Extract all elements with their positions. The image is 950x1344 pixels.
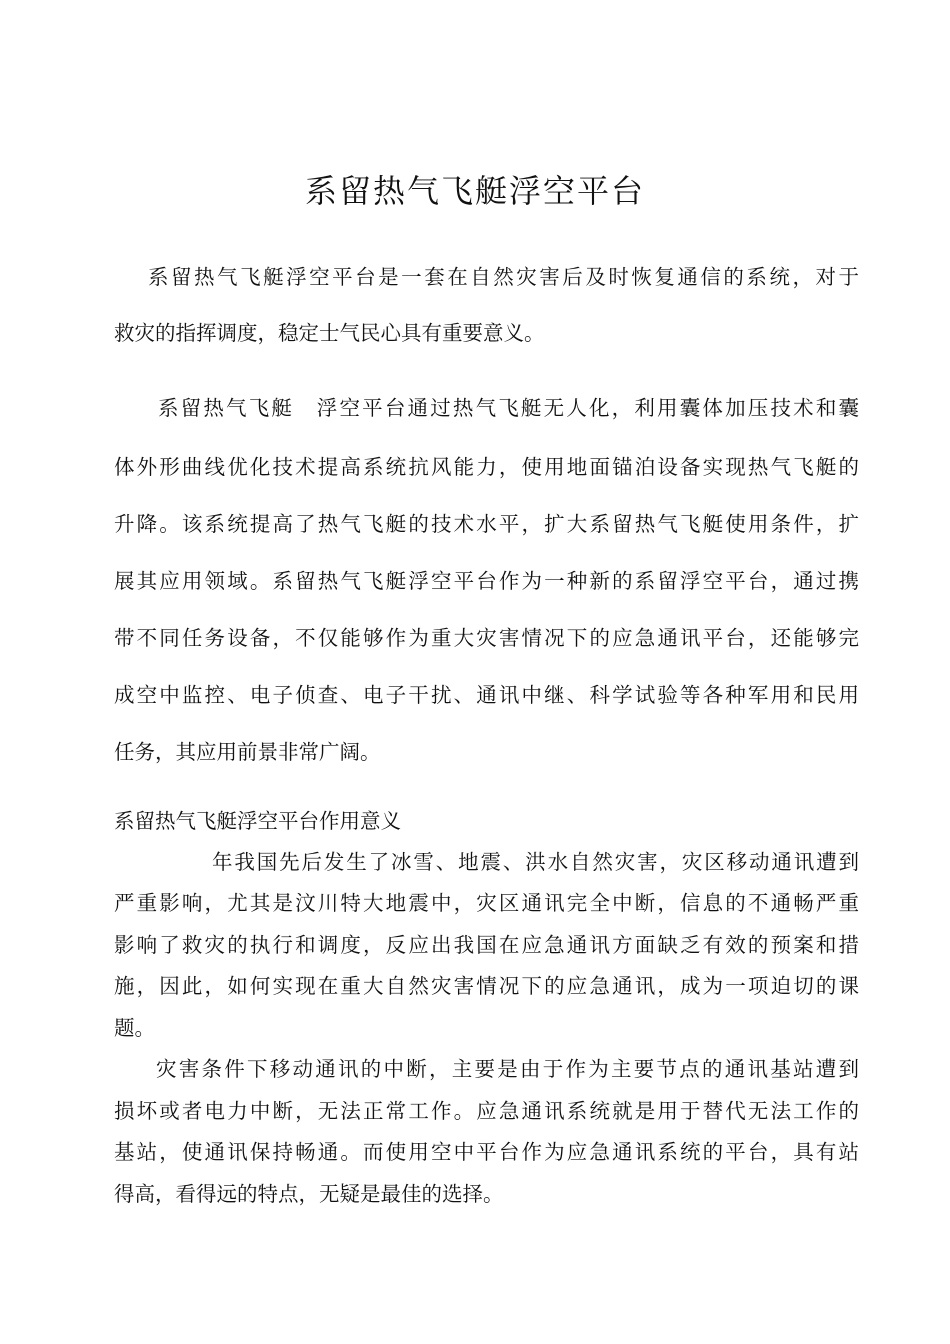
section-para1-line: 题。 xyxy=(114,1016,155,1040)
section-para1-line: 严重影响，尤其是汶川特大地震中，灾区通讯完全中断，信息的不通畅严重 xyxy=(114,891,859,915)
section-para1-line: 年我国先后发生了冰雪、地震、洪水自然灾害，灾区移动通讯遭到 xyxy=(212,850,859,874)
overview-line: 带不同任务设备，不仅能够作为重大灾害情况下的应急通讯平台，还能够完 xyxy=(114,626,859,650)
intro-line: 救灾的指挥调度，稳定士气民心具有重要意义。 xyxy=(114,321,545,345)
section-para1-line: 施，因此，如何实现在重大自然灾害情况下的应急通讯，成为一项迫切的课 xyxy=(114,974,859,998)
overview-line: 升降。该系统提高了热气飞艇的技术水平，扩大系留热气飞艇使用条件，扩 xyxy=(114,512,859,536)
section-para2-line: 得高，看得远的特点，无疑是最佳的选择。 xyxy=(114,1182,504,1206)
intro-line: 系留热气飞艇浮空平台是一套在自然灾害后及时恢复通信的系统，对于 xyxy=(148,265,859,289)
section-para2-line: 灾害条件下移动通讯的中断，主要是由于作为主要节点的通讯基站遭到 xyxy=(156,1057,859,1081)
section-para1-line: 影响了救灾的执行和调度，反应出我国在应急通讯方面缺乏有效的预案和措 xyxy=(114,933,859,957)
section-para2-line: 损坏或者电力中断，无法正常工作。应急通讯系统就是用于替代无法工作的 xyxy=(114,1099,859,1123)
overview-line: 任务，其应用前景非常广阔。 xyxy=(114,740,381,764)
section-para2-line: 基站，使通讯保持畅通。而使用空中平台作为应急通讯系统的平台，具有站 xyxy=(114,1140,859,1164)
overview-line: 体外形曲线优化技术提高系统抗风能力，使用地面锚泊设备实现热气飞艇的 xyxy=(114,455,859,479)
overview-line: 系留热气飞艇 浮空平台通过热气飞艇无人化，利用囊体加压技术和囊 xyxy=(158,396,859,420)
document-title: 系留热气飞艇浮空平台 xyxy=(304,172,645,210)
overview-line: 成空中监控、电子侦查、电子干扰、通讯中继、科学试验等各种军用和民用 xyxy=(114,683,859,707)
section-heading: 系留热气飞艇浮空平台作用意义 xyxy=(114,809,401,833)
overview-line: 展其应用领域。系留热气飞艇浮空平台作为一种新的系留浮空平台，通过携 xyxy=(114,569,859,593)
